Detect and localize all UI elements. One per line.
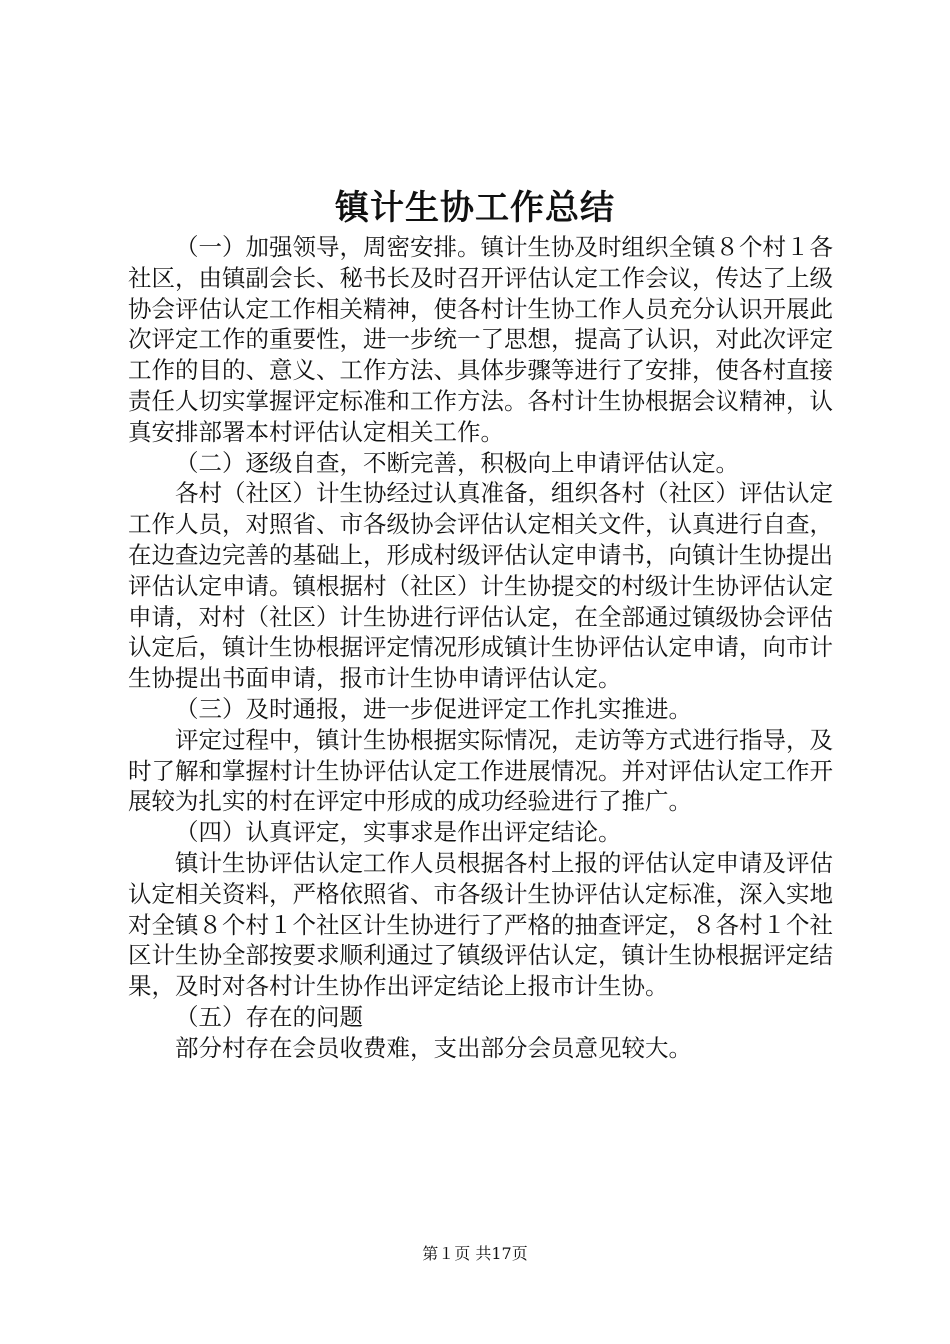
paragraph-4: （三）及时通报，进一步促进评定工作扎实推进。 (175, 694, 692, 723)
paragraph-1: （一）加强领导，周密安排。镇计生协及时组织全镇８个村１各社区，由镇副会长、秘书长及时召开评估认定工作会议，传达了上级协会评估认定工作相关精神，使各村计生协工作人员充分认识开展此次评定工作的重要性，进一步统一了思想，提高了认识，对此次评定工作的目的、意义、工作方法、具体步骤等进行了安排，使各村直接责任人切实掌握评定标准和工作方法。各村计生协根据会议精神，认真安排部署本村评估认定相关工作。 (128, 233, 833, 446)
paragraph-6: （四）认真评定，实事求是作出评定结论。 (175, 818, 622, 847)
page-number-footer: 第１页 共17页 (422, 1244, 528, 1263)
paragraph-3: 各村（社区）计生协经过认真准备，组织各村（社区）评估认定工作人员，对照省、市各级协会评估认定相关文件，认真进行自查，在边查边完善的基础上，形成村级评估认定申请书，向镇计生协提出评估认定申请。镇根据村（社区）计生协提交的村级计生协评估认定申请，对村（社区）计生协进行评估认定，在全部通过镇级协会评估认定后，镇计生协根据评定情况形成镇计生协评估认定申请，向市计生协提出书面申请，报市计生协申请评估认定。 (128, 479, 833, 693)
paragraph-8: （五）存在的问题 (175, 1002, 363, 1031)
paragraph-9: 部分村存在会员收费难，支出部分会员意见较大。 (175, 1033, 692, 1062)
paragraph-2: （二）逐级自查，不断完善，积极向上申请评估认定。 (175, 448, 739, 477)
document-body (128, 232, 833, 1064)
paragraph-5: 评定过程中，镇计生协根据实际情况，走访等方式进行指导，及时了解和掌握村计生协评估认定工作进展情况。并对评估认定工作开展较为扎实的村在评定中形成的成功经验进行了推广。 (128, 725, 833, 816)
paragraph-7: 镇计生协评估认定工作人员根据各村上报的评估认定申请及评估认定相关资料，严格依照省、市各级计生协评估认定标准，深入实地对全镇８个村１个社区计生协进行了严格的抽查评定，８各村１个社区计生协全部按要求顺利通过了镇级评估认定，镇计生协根据评定结果，及时对各村计生协作出评定结论上报市计生协。 (128, 848, 833, 1001)
document-title: 镇计生协工作总结 (335, 188, 615, 228)
